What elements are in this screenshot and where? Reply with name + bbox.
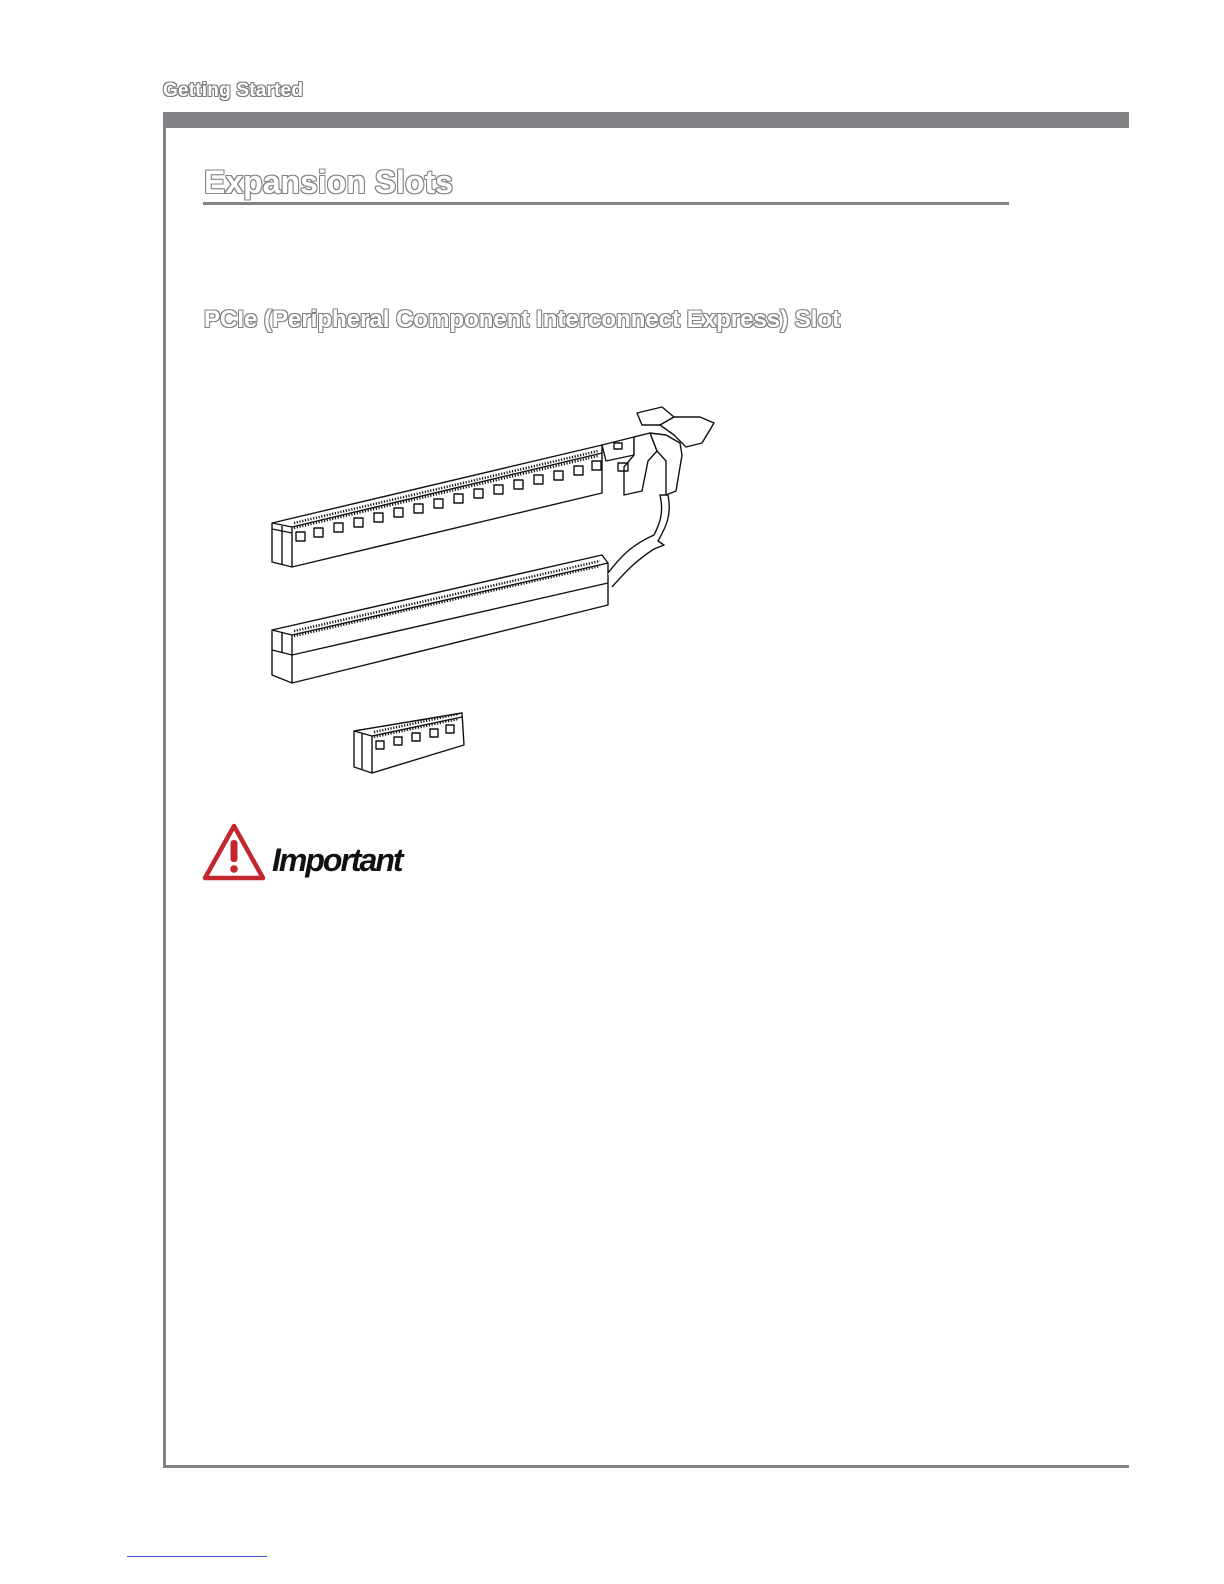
- left-margin-rule: [163, 112, 166, 1468]
- pcie-x1-slot: [354, 713, 464, 773]
- section-label: Getting Started: [163, 80, 304, 101]
- header-bar: [163, 112, 1129, 128]
- important-notice-label: Important: [272, 842, 402, 878]
- pcie-slots-illustration: [262, 395, 732, 790]
- footer-link-underline: [127, 1556, 267, 1557]
- title-underline: [203, 202, 1009, 205]
- warning-triangle-icon: [202, 822, 266, 882]
- page-title: Expansion Slots: [204, 164, 453, 200]
- bottom-rule: [163, 1465, 1129, 1468]
- subsection-title: PCIe (Peripheral Component Interconnect Express) Slot: [204, 306, 841, 333]
